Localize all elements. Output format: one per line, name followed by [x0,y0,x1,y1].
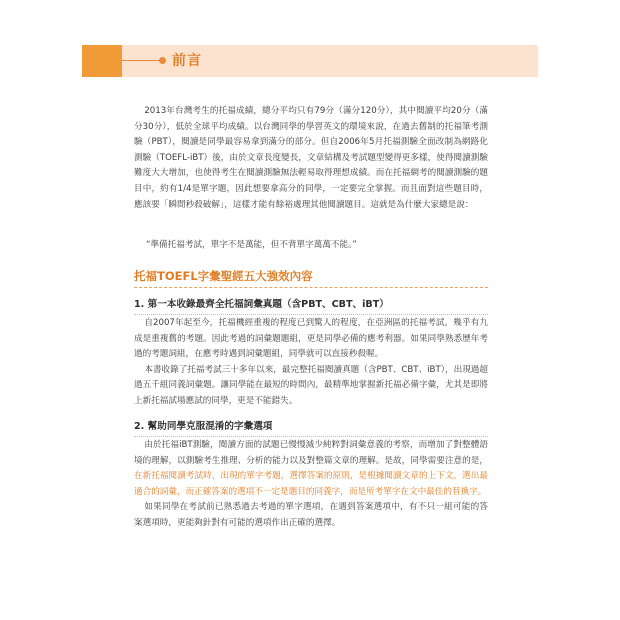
intro-quote: “準備托福考試，單字不是萬能，但不背單字萬萬不能。” [146,240,357,250]
item-1 [134,298,488,410]
page-title: 前言 [172,53,202,69]
header-band [82,45,538,77]
section-title: 托福TOEFL字彙聖經五大強效內容 [134,269,313,283]
item-2-paragraph-1-text: 由於托福iBT測驗，閱讀方面的試題已慢慢減少純粹對詞彙意義的考察，而增加了對整體語境的理解，以測驗考生推理、分析的能力以及對整篇文章的理解。是故，同學需要注意的是， [134,440,488,466]
section-header [134,268,488,288]
section-divider [134,287,488,288]
item-1-paragraph-2: 本書收錄了托福考試三十多年以來，最完整托福閱讀真題（含PBT、CBT、iBT），出現過超過五千組同義詞彙題。讓同學能在最短的時間內，最精準地掌握新托福必備字彙，尤其是即將上新托福試場應試的同學，更是不能錯失。 [134,364,488,406]
item-1-title: 1. 第一本收錄最齊全托福詞彙真題（含PBT、CBT、iBT） [134,299,389,310]
item-2-title: 2. 幫助同學克服混淆的字彙選項 [134,421,273,432]
item-2 [134,420,488,532]
header-decorative-line [122,60,160,61]
item-2-highlighted-text: 在新托福閱讀考試時，出現的單字考題，選擇答案的原則，是根據閱讀文章的上下文，選出最適合的詞彙，而正確答案的選項不一定是題目的同義字，而是所考單字在文中最佳的替換字。 [134,471,488,497]
quote-block [134,238,488,253]
item-2-paragraph-2: 如果同學在考試前已熟悉過去考過的單字選項，在遇到答案選項中，有不只一組可能的答案選項時，更能夠針對有可能的選項作出正確的選擇。 [134,502,488,528]
item-1-divider [134,314,488,315]
intro-block [134,104,488,213]
header-bullet-icon [159,57,166,64]
item-2-divider [134,436,488,437]
header-accent-block [82,45,122,77]
intro-paragraph: 2013年台灣考生的托福成績，總分平均只有79分（滿分120分），其中閱讀平均20分（滿分30分），低於全球平均成績。以台灣同學的學習英文的環境來說，在過去舊制的托福筆考測驗（PBT），閱讀是同學最容易拿到滿分的部分。但自2006年5月托福測驗全面改制為網路化測驗（TOEFL-iBT）後，由於文章長度變長，文章結構及考試題型變得更多樣，使得閱讀測驗難度大大增加，也使得考生在閱讀測驗無法輕易取得理想成績。而在托福網考的閱讀測驗的題目中，約有1/4是單字題，因此想要拿高分的同學，一定要完全掌握。而且面對這些題目時，應該要「瞬間秒殺破解」，這樣才能有餘裕處理其他閱讀題目。這就是為什麼大家總是說： [134,106,488,210]
item-1-paragraph-1: 自2007年起至今，托福機經重複的程度已到驚人的程度，在亞洲區的托福考試，幾乎有九成是重複舊的考題。因此考過的詞彙題題組，更是同學必備的應考利器。如果同學熟悉歷年考過的考題詞組，在應考時遇到詞彙題組，同學就可以直接秒殺喔。 [134,318,488,360]
item-2-paragraph-1 [134,438,488,500]
